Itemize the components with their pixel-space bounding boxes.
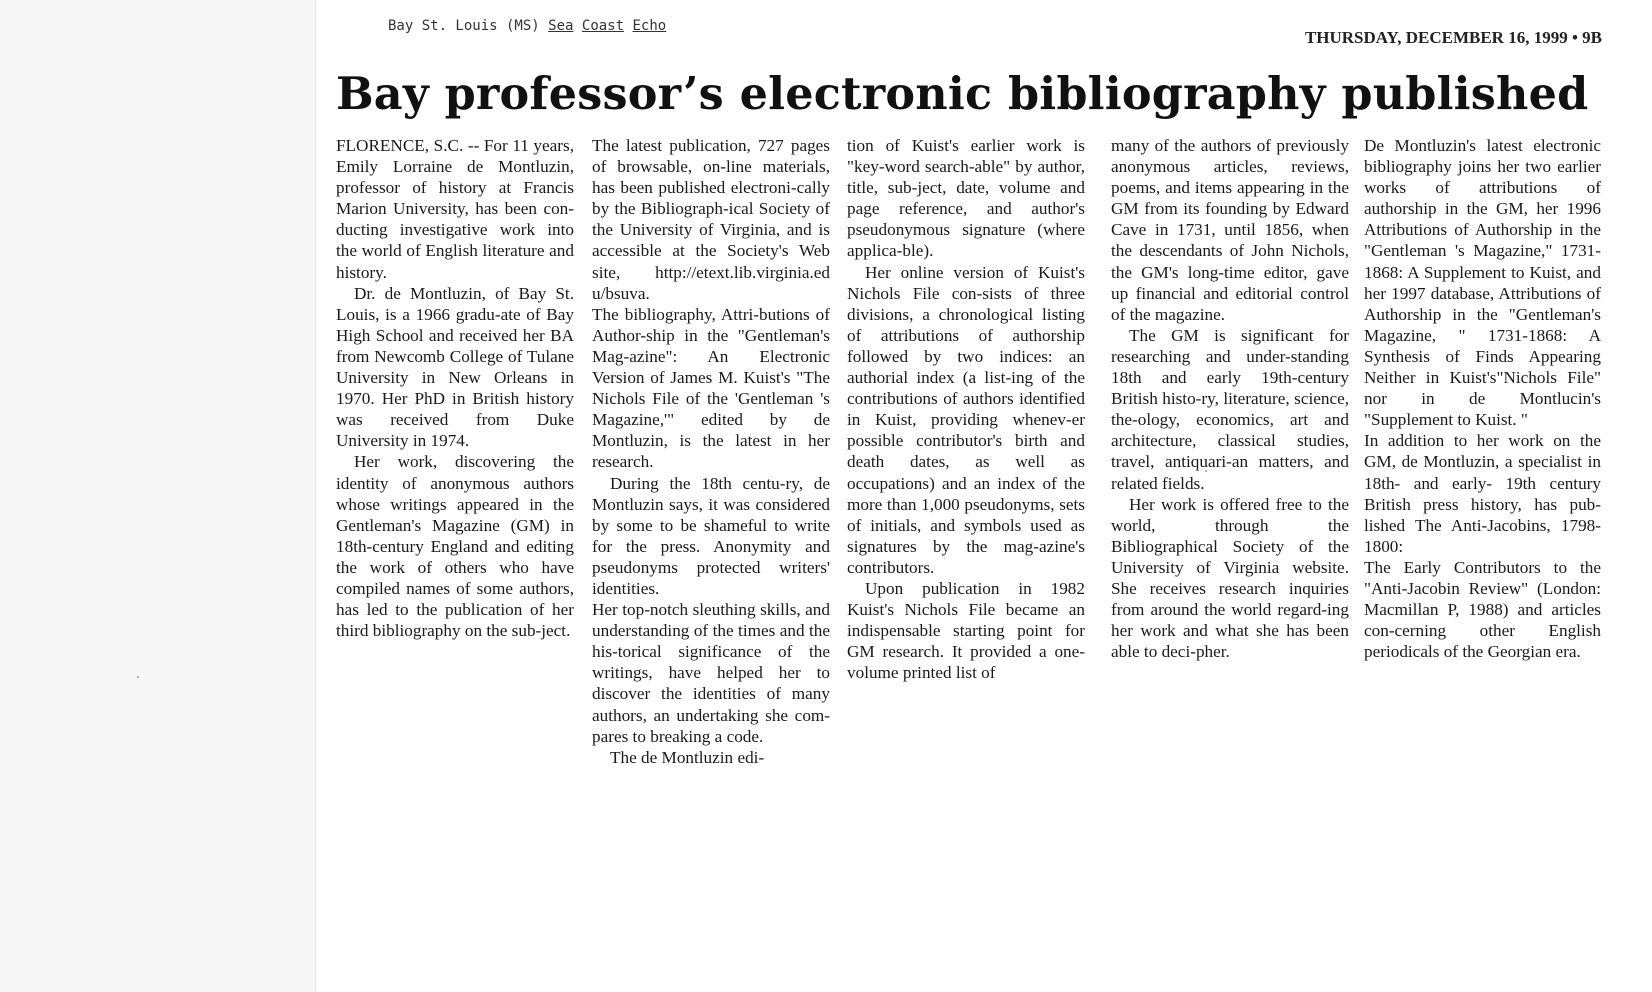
- paragraph: Dr. de Montluzin, of Bay St. Louis, is a 1966 gradu-ate of Bay High School and received her BA from Newcomb College of Tulane University in New Orleans in 1970. Her PhD in British history was received from Duke University in 1974.: [336, 283, 574, 451]
- paragraph: In addition to her work on the GM, de Montluzin, a specialist in 18th- and early- 19th century British press history, has pub-lished The Anti-Jacobins, 1798-1800:: [1364, 431, 1601, 556]
- article-column-4: [1111, 135, 1349, 662]
- paragraph: The bibliography, Attri-butions of Author-ship in the "Gentleman's Mag-azine": An Electronic Version of James M. Kuist's "The Nichols File of the 'Gentleman 's Magazine,'" edited by de Montluzin, is the latest in her research.: [592, 304, 830, 472]
- paragraph: Her top-notch sleuthing skills, and understanding of the times and the his-torical significance of the writings, have helped her to discover the identities of many authors, an undertaking she com-pares to breaking a code.: [592, 600, 830, 746]
- headline: Bay professor’s electronic bibliography published: [336, 68, 1589, 120]
- source-paper-word: Coast: [581, 18, 625, 34]
- article-column-3: [847, 135, 1085, 683]
- article-column-5: [1364, 135, 1601, 662]
- newspaper-source-label: [388, 18, 666, 34]
- source-paper-word: Sea: [548, 18, 574, 34]
- scan-left-margin: [0, 0, 315, 992]
- paragraph: Her work, discovering the identity of anonymous authors whose writings appeared in the Gentleman's Magazine (GM) in 18th-century England and editing the work of others who have compiled names of some authors, has led to the publication of her third bibliography on the sub-ject.: [336, 452, 574, 641]
- paragraph: The Early Contributors to the "Anti-Jacobin Review" (London: Macmillan P, 1988) and articles con-cerning other English periodicals of the Georgian era.: [1364, 557, 1601, 662]
- paragraph: Her work is offered free to the world, through the Bibliographical Society of the University of Virginia website. She receives research inquiries from around the world regard-ing her work and what she has been able to deci-pher.: [1111, 494, 1349, 662]
- source-prefix: Bay St. Louis (MS): [388, 18, 549, 34]
- paragraph: tion of Kuist's earlier work is "key-word search-able" by author, title, sub-ject, date, volume and page reference, and author's pseudonymous signature (where applica-ble).: [847, 136, 1085, 261]
- paragraph: The latest publication, 727 pages of browsable, on-line materials, has been published electroni-cally by the Bibliograph-ical Society of the University of Virginia, and is accessible at the Society's Web site, http://etext.lib.virginia.ed u/bsuva.: [592, 136, 830, 303]
- paragraph: Upon publication in 1982 Kuist's Nichols File became an indispensable starting point for GM research. It provided a one-volume printed list of: [847, 578, 1085, 683]
- paragraph: The de Montluzin edi-: [610, 747, 765, 767]
- paragraph: The GM is significant for researching and under-standing 18th and early 19th-century British histo-ry, literature, science, the-ology, economics, art and architecture, classical studies, travel, antiquari-an matters, and related fields.: [1111, 325, 1349, 493]
- paragraph: De Montluzin's latest electronic bibliography joins her two earlier works of attributions of authorship in the GM, her 1996 Attributions of Authorship in the "Gentleman 's Magazine," 1731-1868: A Supplement to Kuist, and her 1997 database, Attributions of Authorship in the "Gentleman's Magazine, " 1731-1868: A Synthesis of Finds Appearing Neither in Kuist's"Nichols File" nor in de Montlucin's "Supplement to Kuist. ": [1364, 136, 1601, 430]
- paragraph: Her online version of Kuist's Nichols File con-sists of three divisions, a chronological listing of attributions of authorship followed by two indices: an authorial index (a list-ing of the contributions of authors identified in Kuist, providing whenev-er possible contributor's birth and death dates, as well as occupations) and an index of the more than 1,000 pseudonyms, sets of initials, and symbols used as signatures by the mag-azine's contributors.: [847, 262, 1085, 577]
- scan-dust-speck: [137, 676, 139, 678]
- paragraph: many of the authors of previously anonymous articles, reviews, poems, and items appearing in the GM from its founding by Edward Cave in 1731, until 1856, when the descendants of John Nichols, the GM's long-time editor, gave up financial and editorial control of the magazine.: [1111, 136, 1349, 324]
- source-paper-word: Echo: [632, 18, 667, 34]
- article-column-2: [592, 135, 830, 768]
- paragraph: During the 18th centu-ry, de Montluzin says, it was considered by some to be shameful to write for the press. Anonymity and pseudonyms protected writers' identities.: [592, 473, 830, 598]
- dateline: THURSDAY, DECEMBER 16, 1999 • 9B: [1304, 28, 1602, 47]
- page-fold-line: [315, 0, 316, 992]
- paragraph: FLORENCE, S.C. -- For 11 years, Emily Lorraine de Montluzin, professor of history at Francis Marion University, has been con-ducting investigative work into the world of English literature and history.: [336, 136, 574, 282]
- article-column-1: [336, 135, 574, 641]
